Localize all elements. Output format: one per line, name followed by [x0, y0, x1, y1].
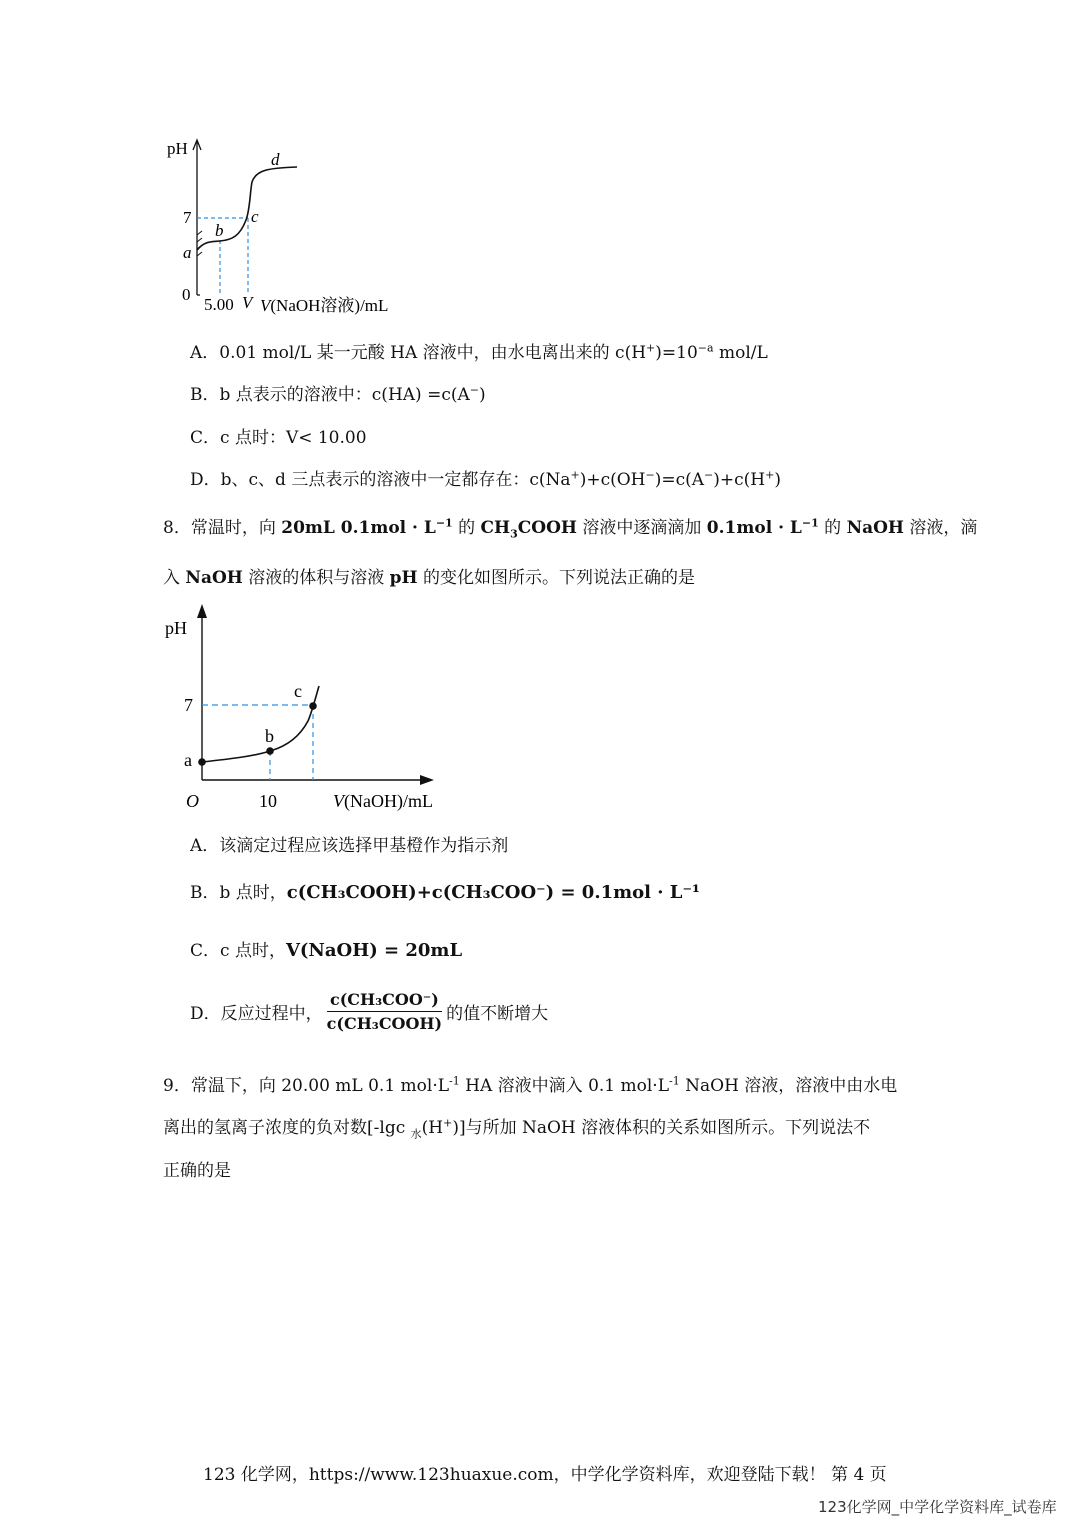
fig2-point-c-dot: [309, 702, 317, 710]
fig1-y-a: a: [183, 243, 192, 262]
fig1-y-label: pH: [167, 139, 188, 158]
watermark: 123化学网_中学化学资料库_试卷库: [818, 1498, 1057, 1516]
fig2-point-a-dot: [198, 758, 206, 766]
q8-stem-line-1: 8．常温时，向 20mL $0.1mol \cdot L^{-1}$ 的 $CH_3COOH$ 溶液中逐滴滴加 $0.1mol \cdot L^{-1}$ 的 NaOH 溶液，滴: [163, 516, 978, 541]
q8-option-b-formula: c(CH₃COOH)+c(CH₃COO⁻) = 0.1mol · L⁻¹: [286, 882, 700, 903]
q9-stem-line-1: 9．常温下，向 20.00 mL 0.1 $mol\cdot L^{-1}$ HA 溶液中滴入 0.1 $mol\cdot L^{-1}$ NaOH 溶液，溶液中由水电: [163, 1074, 898, 1096]
figure-2-titration-curve: [160, 596, 460, 816]
fig2-x-10: 10: [259, 791, 277, 811]
fig1-x-label: V(NaOH溶液)/mL: [260, 296, 389, 315]
fig1-origin: 0: [182, 285, 191, 304]
q9-stem-line-3: 正确的是: [163, 1161, 231, 1181]
fig1-point-c: c: [251, 207, 259, 226]
fig2-x-arrow: [420, 775, 434, 785]
fraction-numerator: c(CH₃COO⁻): [327, 990, 442, 1012]
fig1-y-7: 7: [183, 208, 192, 227]
q7-option-b: B．b 点表示的溶液中：c(HA) =c(A−): [190, 383, 486, 405]
q8-option-d-fraction: [327, 990, 442, 1033]
fig1-point-d: d: [271, 150, 280, 169]
fig2-y-arrow: [197, 604, 207, 618]
fig1-x-V: V: [242, 293, 253, 312]
page-footer: 123 化学网，https://www.123huaxue.com，中学化学资料库，欢迎登陆下载！ 第 4 页: [203, 1465, 887, 1485]
fig2-origin: O: [186, 791, 199, 811]
q8-option-a: A．该滴定过程应该选择甲基橙作为指示剂: [190, 836, 509, 856]
fig1-y-ticks: [197, 231, 202, 256]
q7-option-d: D．b、c、d 三点表示的溶液中一定都存在：c(Na+)+c(OH−)=c(A−)+c(H+): [190, 468, 781, 490]
fig1-curve: [197, 167, 297, 250]
q7-option-a: A．0.01 mol/L 某一元酸 HA 溶液中，由水电离出来的 $c(H^+)=10^{-a}$ mol/L: [190, 341, 768, 363]
fig1-point-b: b: [215, 221, 224, 240]
q9-stem-line-2: 离出的氢离子浓度的负对数[-lgc $_水$(H+)]与所加 NaOH 溶液体积的关系如图所示。下列说法不: [163, 1116, 871, 1141]
fig2-y-label: pH: [165, 618, 187, 638]
fig2-y-7: 7: [184, 695, 193, 715]
fraction-denominator: c(CH₃COOH): [326, 1014, 443, 1033]
q8-option-c-formula: V(NaOH) = 20mL: [285, 940, 463, 961]
fig2-point-b-dot: [266, 747, 274, 755]
fig1-x-500: 5.00: [204, 295, 234, 314]
fig2-point-b: b: [265, 726, 274, 746]
q8-option-c: C．c 点时，V(NaOH) = 20mL: [190, 940, 463, 961]
fig2-x-label: V(NaOH)/mL: [333, 791, 433, 811]
figure-1-titration-curve: [150, 130, 430, 325]
fig2-y-a: a: [184, 750, 192, 770]
q8-option-d: D． 反应过程中， $\frac{\text{c(CH₃COO⁻)}}{\text{c(CH₃COOH)}}$ 的值不断增大: [190, 990, 549, 1033]
q8-option-b: B．b 点时，c(CH₃COOH)+c(CH₃COO⁻) = 0.1mol · L⁻¹: [190, 882, 700, 903]
q7-option-c: C．c 点时：V< 10.00: [190, 428, 367, 448]
q8-stem-line-2: 入 NaOH 溶液的体积与溶液 pH 的变化如图所示。下列说法正确的是: [163, 568, 696, 588]
fig2-point-c: c: [294, 681, 302, 701]
